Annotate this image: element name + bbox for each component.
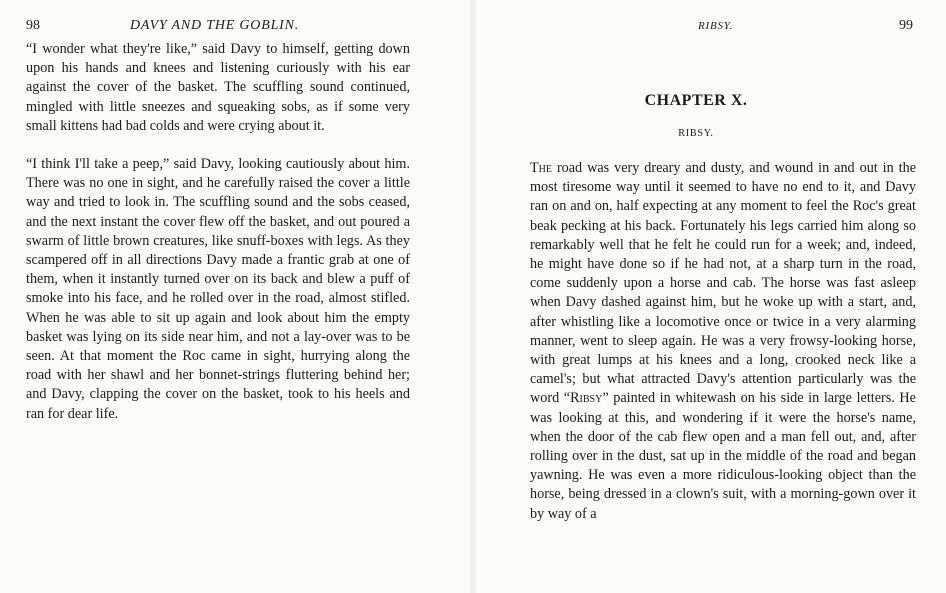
chapter-subtitle: RIBSY.: [678, 128, 714, 139]
right-page-number: 99: [899, 18, 913, 33]
paragraph-first-word: The: [530, 160, 552, 176]
paragraph-text: road was very dreary and dusty, and wound in and out in the most tiresome way until it seemed to have no end to it, and Davy ran on and on, half expecting at any moment to feel the Roc's great beak pecking at his back. Fortunately his legs carried him along so remarkably well that he felt he could run for a week; and, indeed, he might have done so if he had not, at a sharp turn in the road, come suddenly upon a horse and cab. The horse was fast asleep when Davy dashed against him, but he woke up with a start, and, after whistling like a locomotive once or twice in a very alarming manner, went to sleep again. He was a very frowsy-looking horse, with great lumps at his knees and a long, crooked neck like a camel's; but what attracted Davy's attention particularly was the word “: [530, 160, 916, 407]
left-page: [0, 0, 470, 593]
left-running-title: DAVY AND THE GOBLIN.: [130, 18, 300, 33]
chapter-title: CHAPTER X.: [644, 92, 748, 109]
painted-word: Ribsy: [570, 390, 603, 407]
right-page: [476, 0, 946, 593]
right-paragraph-1: [530, 159, 916, 524]
paragraph-text-end: ” painted in whitewash on his side in large letters. He was looking at this, and wondering if it were the horse's name, when the door of the cab flew open and a man fell out, and, after rolling over in the dust, sat up in the middle of the road and began yawning. He was even a more ridiculous-looking object than the horse, being dressed in a clown's suit, with a morning-gown over it by way of a: [530, 390, 916, 522]
left-page-number: 98: [26, 18, 40, 33]
right-running-title: RIBSY.: [698, 20, 734, 32]
left-paragraph-1: “I wonder what they're like,” said Davy to himself, getting down upon his hands and knees and listening curiously with his ear against the cover of the basket. The scuffling sound continued, mingled with little sneezes and squeaking sobs, as if some very small kittens had bad colds and were crying about it.: [26, 41, 410, 134]
left-paragraph-2: “I think I'll take a peep,” said Davy, looking cautiously about him. There was no one in sight, and he carefully raised the cover a little way and tried to look in. The scuffling sound and the sobs ceased, and the next instant the cover flew off the basket, and out poured a swarm of little brown creatures, like snuff-boxes with legs. As they scampered off in all directions Davy made a frantic grab at one of them, when it instantly turned over on its back and blew a puff of smoke into his face, and he rolled over in the road, almost stifled. When he was able to sit up again and look about him the empty basket was lying on its side near him, and not a lay-over was to be seen. At that moment the Roc came in sight, hurrying along the road with her shawl and her bonnet-strings fluttering behind her; and Davy, clapping the cover on the basket, took to his heels and ran for dear life.: [26, 156, 410, 422]
